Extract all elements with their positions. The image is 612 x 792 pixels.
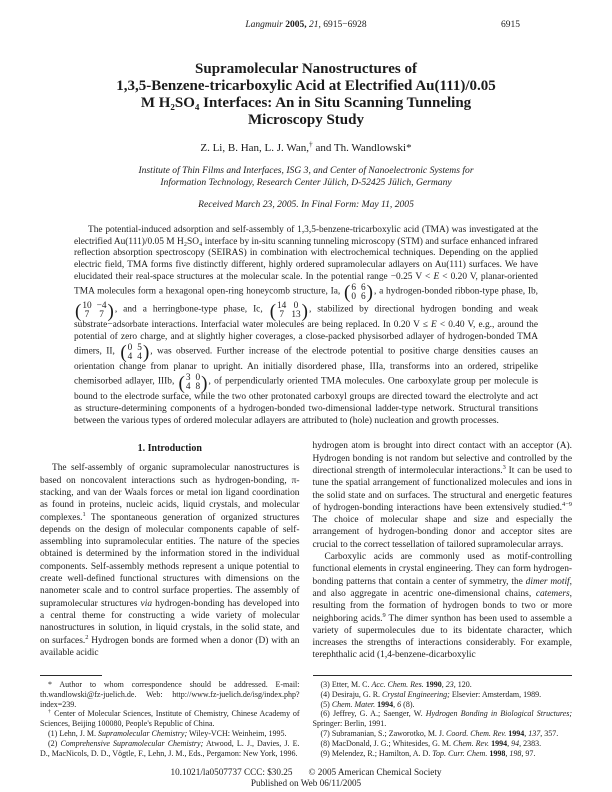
matrix-notation: ( 6 6 0 6 ) — [344, 282, 373, 304]
matrix-notation: ( 14 0 7 13 ) — [269, 300, 308, 322]
matrix-notation: ( 10 −4 7 7 ) — [75, 300, 114, 322]
journal-citation: Langmuir 2005, 21, 6915−6928 — [245, 20, 367, 30]
section-heading-introduction: 1. Introduction — [137, 443, 202, 455]
page-header — [40, 20, 572, 33]
reference-item: (6) Jeffrey, G. A.; Saenger, W. Hydrogen Bonding in Biological Structures; Springer: Berlin, 1991. — [312, 709, 572, 729]
affiliation-line: Information Technology, Research Center Jülich, D-52425 Jülich, Germany — [160, 177, 452, 188]
title-line: M H₂SO₄ Interfaces: An in Situ Scanning Tunneling — [140, 95, 472, 111]
affiliation — [40, 165, 572, 189]
title-line: Supramolecular Nanostructures of — [195, 61, 417, 77]
body-paragraph: Carboxylic acids are commonly used as motif-controlling functional elements in crystal engineering. They can form hydrogen-bonding patterns that contain a center of symmetry, the dimer motif, and also aggregate in acentric one-dimensional chains, catemers, resulting from the formation of hydrogen bonds to two or more neighboring acids.$^9$ The dimer synthon has been used to assemble a variety of supermolecules due to its bidentate character, which increases the strengths of interactions considerably. For example, terephthalic acid (1,4-benzene-dicarboxylic — [312, 552, 572, 661]
doi-text: 10.1021/la0507737 CCC: $30.25 — [170, 767, 293, 778]
page-number: 6915 — [501, 20, 520, 30]
abstract-paragraph: The potential-induced adsorption and self-assembly of 1,3,5-benzene-tricarboxylic acid (TMA) was investigated at the electrified Au(111)/0.05 M H₂SO₄ interface by in-situ scanning tunneling microscopy (STM) and surface enhanced infrared reflection absorption spectroscopy (SEIRAS) in combination with electrochemical techniques. Depending on the applied electric field, TMA forms five distinctly different, highly ordered supramolecular adlayers on Au(111) surfaces. We have elucidated their real-space structures at the molecular scale. In the potential range −0.25 V < E < 0.20 V, planar-oriented TMA molecules form a hexagonal open-ring honeycomb structure, Ia, ( 6 6 0 6 ) , a hydrogen-bonded ribbon-type phase, Ib, ( 10 −4 7 7 ) , and a herringbone-type phase, Ic, ( 14 0 7 13 ) , stabilized by directional hydrogen bonding and weak substrate−adsorbate interactions. Interfacial water molecules are being replaced. In 0.20 V ≤ E < 0.40 V, e.g., around the potential of zero charge, and at slightly higher coverages, a close-packed physisorbed adlayer of hydrogen-bonded TMA dimers, II, ( 0 5 4 4 ) , was observed. Further increase of the electrode potential to positive charge densities causes an orientation change from planar to upright. An initially disordered phase, IIIa, transforms into an ordered, stripelike chemisorbed adlayer, IIIb, ( 3 0 4 8 ) , of perpendicularly oriented TMA molecules. One carboxylate group per molecule is bound to the electrode surface, while the two other protonated carboxyl groups are directed toward the electrolyte and act as structure-determining components of a hydrogen-bonded two-dimensional ladder-type network. Structural transitions between the various types of ordered molecular adlayers are attributed to (hole) nucleation and growth processes. — [74, 225, 539, 426]
page-footer — [40, 767, 572, 789]
published-line: Published on Web 06/11/2005 — [250, 778, 362, 789]
left-footnote-block — [40, 670, 300, 758]
reference-item: (4) Desiraju, G. R. Crystal Engineering; Elsevier: Amsterdam, 1989. — [320, 689, 542, 699]
correspondence-footnote: * Author to whom correspondence should be addressed. E-mail: th.wandlowski@fz-juelich.de. Web: http://www.fz-juelich.de/isg/index.php?index=239. — [40, 679, 300, 709]
title-line: Microscopy Study — [248, 112, 364, 128]
reference-item: (5) Chem. Mater. 1994, 6 (8). — [320, 699, 415, 709]
body-paragraph: hydrogen atom is brought into direct contact with an acceptor (A). Hydrogen bonding is not random but selective and controlled by the directional strength of intermolecular interactions.$^3$ It can be used to tune the spatial arrangement of functionalized molecules and ions in the solid state and on surfaces. The structural and energetic features of hydrogen-bonding interactions have been extensively studied.$^{4-9}$ The choice of molecular shape and size and especially the arrangement of hydrogen-bonding donor and acceptor sites are crucial to the correct tessellation of tailored supramolecular arrays. — [312, 441, 573, 550]
received-dates: Received March 23, 2005. In Final Form: May 11, 2005 — [198, 199, 414, 210]
reference-item: (9) Melendez, R.; Hamilton, A. D. Top. Curr. Chem. 1998, 198, 97. — [320, 748, 536, 758]
present-address-footnote: † Center of Molecular Sciences, Institute of Chemistry, Chinese Academy of Sciences, Beijing 100080, People's Republic of China. — [40, 708, 300, 729]
reference-item: (1) Lehn, J. M. Supramolecular Chemistry; Wiley-VCH: Weinheim, 1995. — [48, 728, 287, 738]
footnote-rule — [40, 675, 102, 676]
copyright-text: © 2005 American Chemical Society — [308, 767, 442, 778]
intro-paragraph: The self-assembly of organic supramolecular nanostructures is based on noncovalent interactions such as hydrogen-bonding, π-stacking, and van der Waals forces or metal ion ligand coordination as found in proteins, nucleic acids, liquid crystals, and molecular complexes.$^1$ The spontaneous generation of organized structures depends on the design of molecular components capable of self-assembling into supramolecular entities. The nature of the species obtained is determined by the information stored in the individual components. Self-assembly methods represent a unique potential to create well-defined functional structures with dimensions on the nanometer scale and to control surface properties. The assembly of supramolecular structures via hydrogen-bonding has developed into a central theme for constructing a wide variety of molecular nanostructures in solution, in liquid crystals, in the solid state, and on surfaces.$^2$ Hydrogen bonds are formed when a donor (D) with an available acidic — [40, 463, 300, 658]
title-line: 1,3,5-Benzene-tricarboxylic Acid at Electrified Au(111)/0.05 — [116, 78, 496, 94]
matrix-notation: ( 3 0 4 8 ) — [178, 372, 208, 394]
footnote-rule — [313, 675, 573, 676]
doi-copyright-line — [40, 767, 572, 778]
right-footnote-block — [313, 670, 573, 758]
right-column — [313, 440, 573, 758]
two-column-body — [40, 440, 572, 758]
paper-title — [40, 61, 572, 129]
reference-item: (2) Comprehensive Supramolecular Chemistry; Atwood, L. J., Davies, J. E. D., MacNicols, D. D., Vögtle, F., Lehn, J. M., Eds., Pergamon: New York, 1996. — [40, 738, 300, 758]
matrix-notation: ( 0 5 4 4 ) — [120, 342, 150, 364]
reference-item: (3) Etter, M. C. Acc. Chem. Res. 1990, 23, 120. — [320, 679, 472, 689]
reference-item: (7) Subramanian, S.; Zaworotko, M. J. Coord. Chem. Rev. 1994, 137, 357. — [320, 728, 559, 738]
affiliation-line: Institute of Thin Films and Interfaces, ISG 3, and Center of Nanoelectronic Systems for — [138, 165, 474, 176]
left-column — [40, 440, 300, 758]
reference-item: (8) MacDonald, J. G.; Whitesides, G. M. Chem. Rev. 1994, 94, 2383. — [320, 738, 542, 748]
authors-line: Z. Li, B. Han, L. J. Wan,† and Th. Wandlowski* — [200, 139, 412, 154]
